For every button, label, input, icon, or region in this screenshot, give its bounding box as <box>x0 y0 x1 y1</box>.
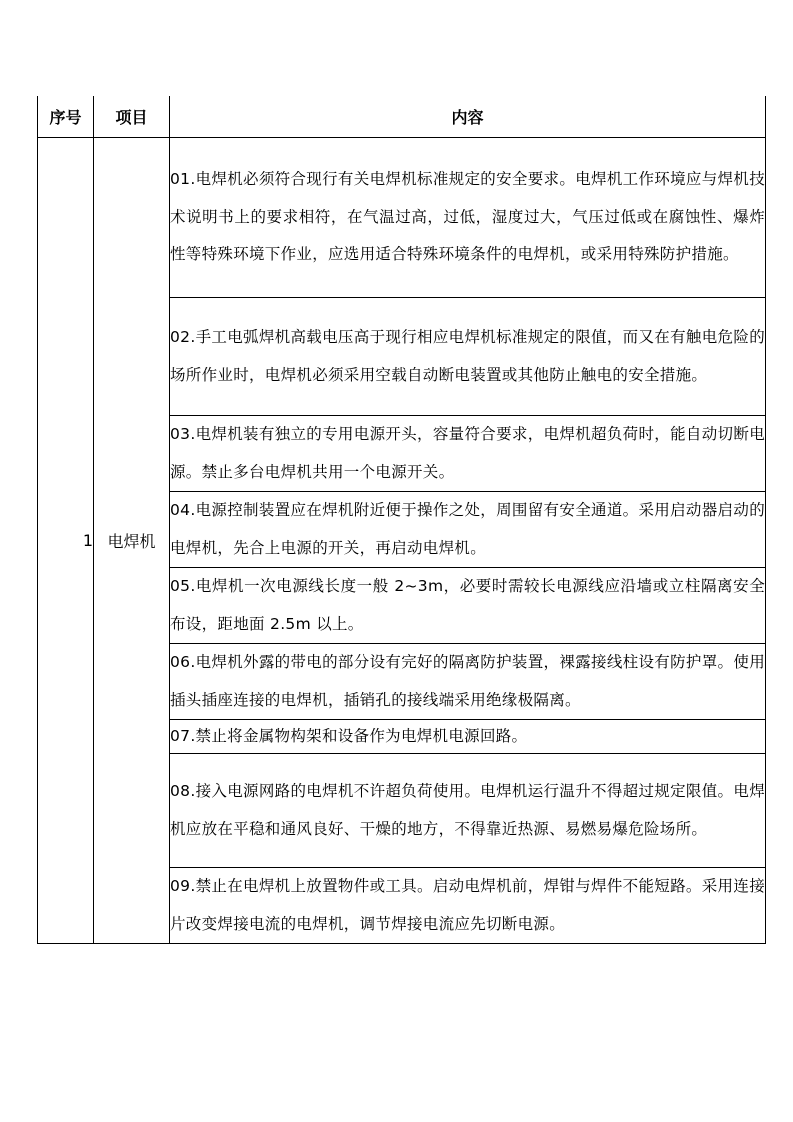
content-cell: 07.禁止将金属物构架和设备作为电焊机电源回路。 <box>170 720 766 754</box>
content-cell: 09.禁止在电焊机上放置物件或工具。启动电焊机前，焊钳与焊件不能短路。采用连接片改变焊接电流的电焊机，调节焊接电流应先切断电源。 <box>170 868 766 944</box>
header-seq: 序号 <box>38 96 94 138</box>
content-cell: 05.电焊机一次电源线长度一般 2~3m，必要时需较长电源线应沿墙或立柱隔离安全布设，距地面 2.5m 以上。 <box>170 568 766 644</box>
content-cell: 03.电焊机装有独立的专用电源开头，容量符合要求，电焊机超负荷时，能自动切断电源。禁止多台电焊机共用一个电源开关。 <box>170 416 766 492</box>
welding-machine-safety-table <box>37 96 766 944</box>
header-item: 项目 <box>94 96 170 138</box>
table-row <box>38 138 766 298</box>
table-header-row <box>38 96 766 138</box>
content-cell: 08.接入电源网路的电焊机不许超负荷使用。电焊机运行温升不得超过规定限值。电焊机应放在平稳和通风良好、干燥的地方，不得靠近热源、易燃易爆危险场所。 <box>170 754 766 868</box>
seq-cell: 1 <box>38 138 94 944</box>
item-cell: 电焊机 <box>94 138 170 944</box>
content-cell: 04.电源控制装置应在焊机附近便于操作之处，周围留有安全通道。采用启动器启动的电焊机，先合上电源的开关，再启动电焊机。 <box>170 492 766 568</box>
header-content: 内容 <box>170 96 766 138</box>
content-cell: 01.电焊机必须符合现行有关电焊机标准规定的安全要求。电焊机工作环境应与焊机技术说明书上的要求相符，在气温过高，过低，湿度过大，气压过低或在腐蚀性、爆炸性等特殊环境下作业，应选用适合特殊环境条件的电焊机，或采用特殊防护措施。 <box>170 138 766 298</box>
content-cell: 06.电焊机外露的带电的部分设有完好的隔离防护装置，裸露接线柱设有防护罩。使用插头插座连接的电焊机，插销孔的接线端采用绝缘极隔离。 <box>170 644 766 720</box>
content-cell: 02.手工电弧焊机高载电压高于现行相应电焊机标准规定的限值，而又在有触电危险的场所作业时，电焊机必须采用空载自动断电装置或其他防止触电的安全措施。 <box>170 298 766 416</box>
